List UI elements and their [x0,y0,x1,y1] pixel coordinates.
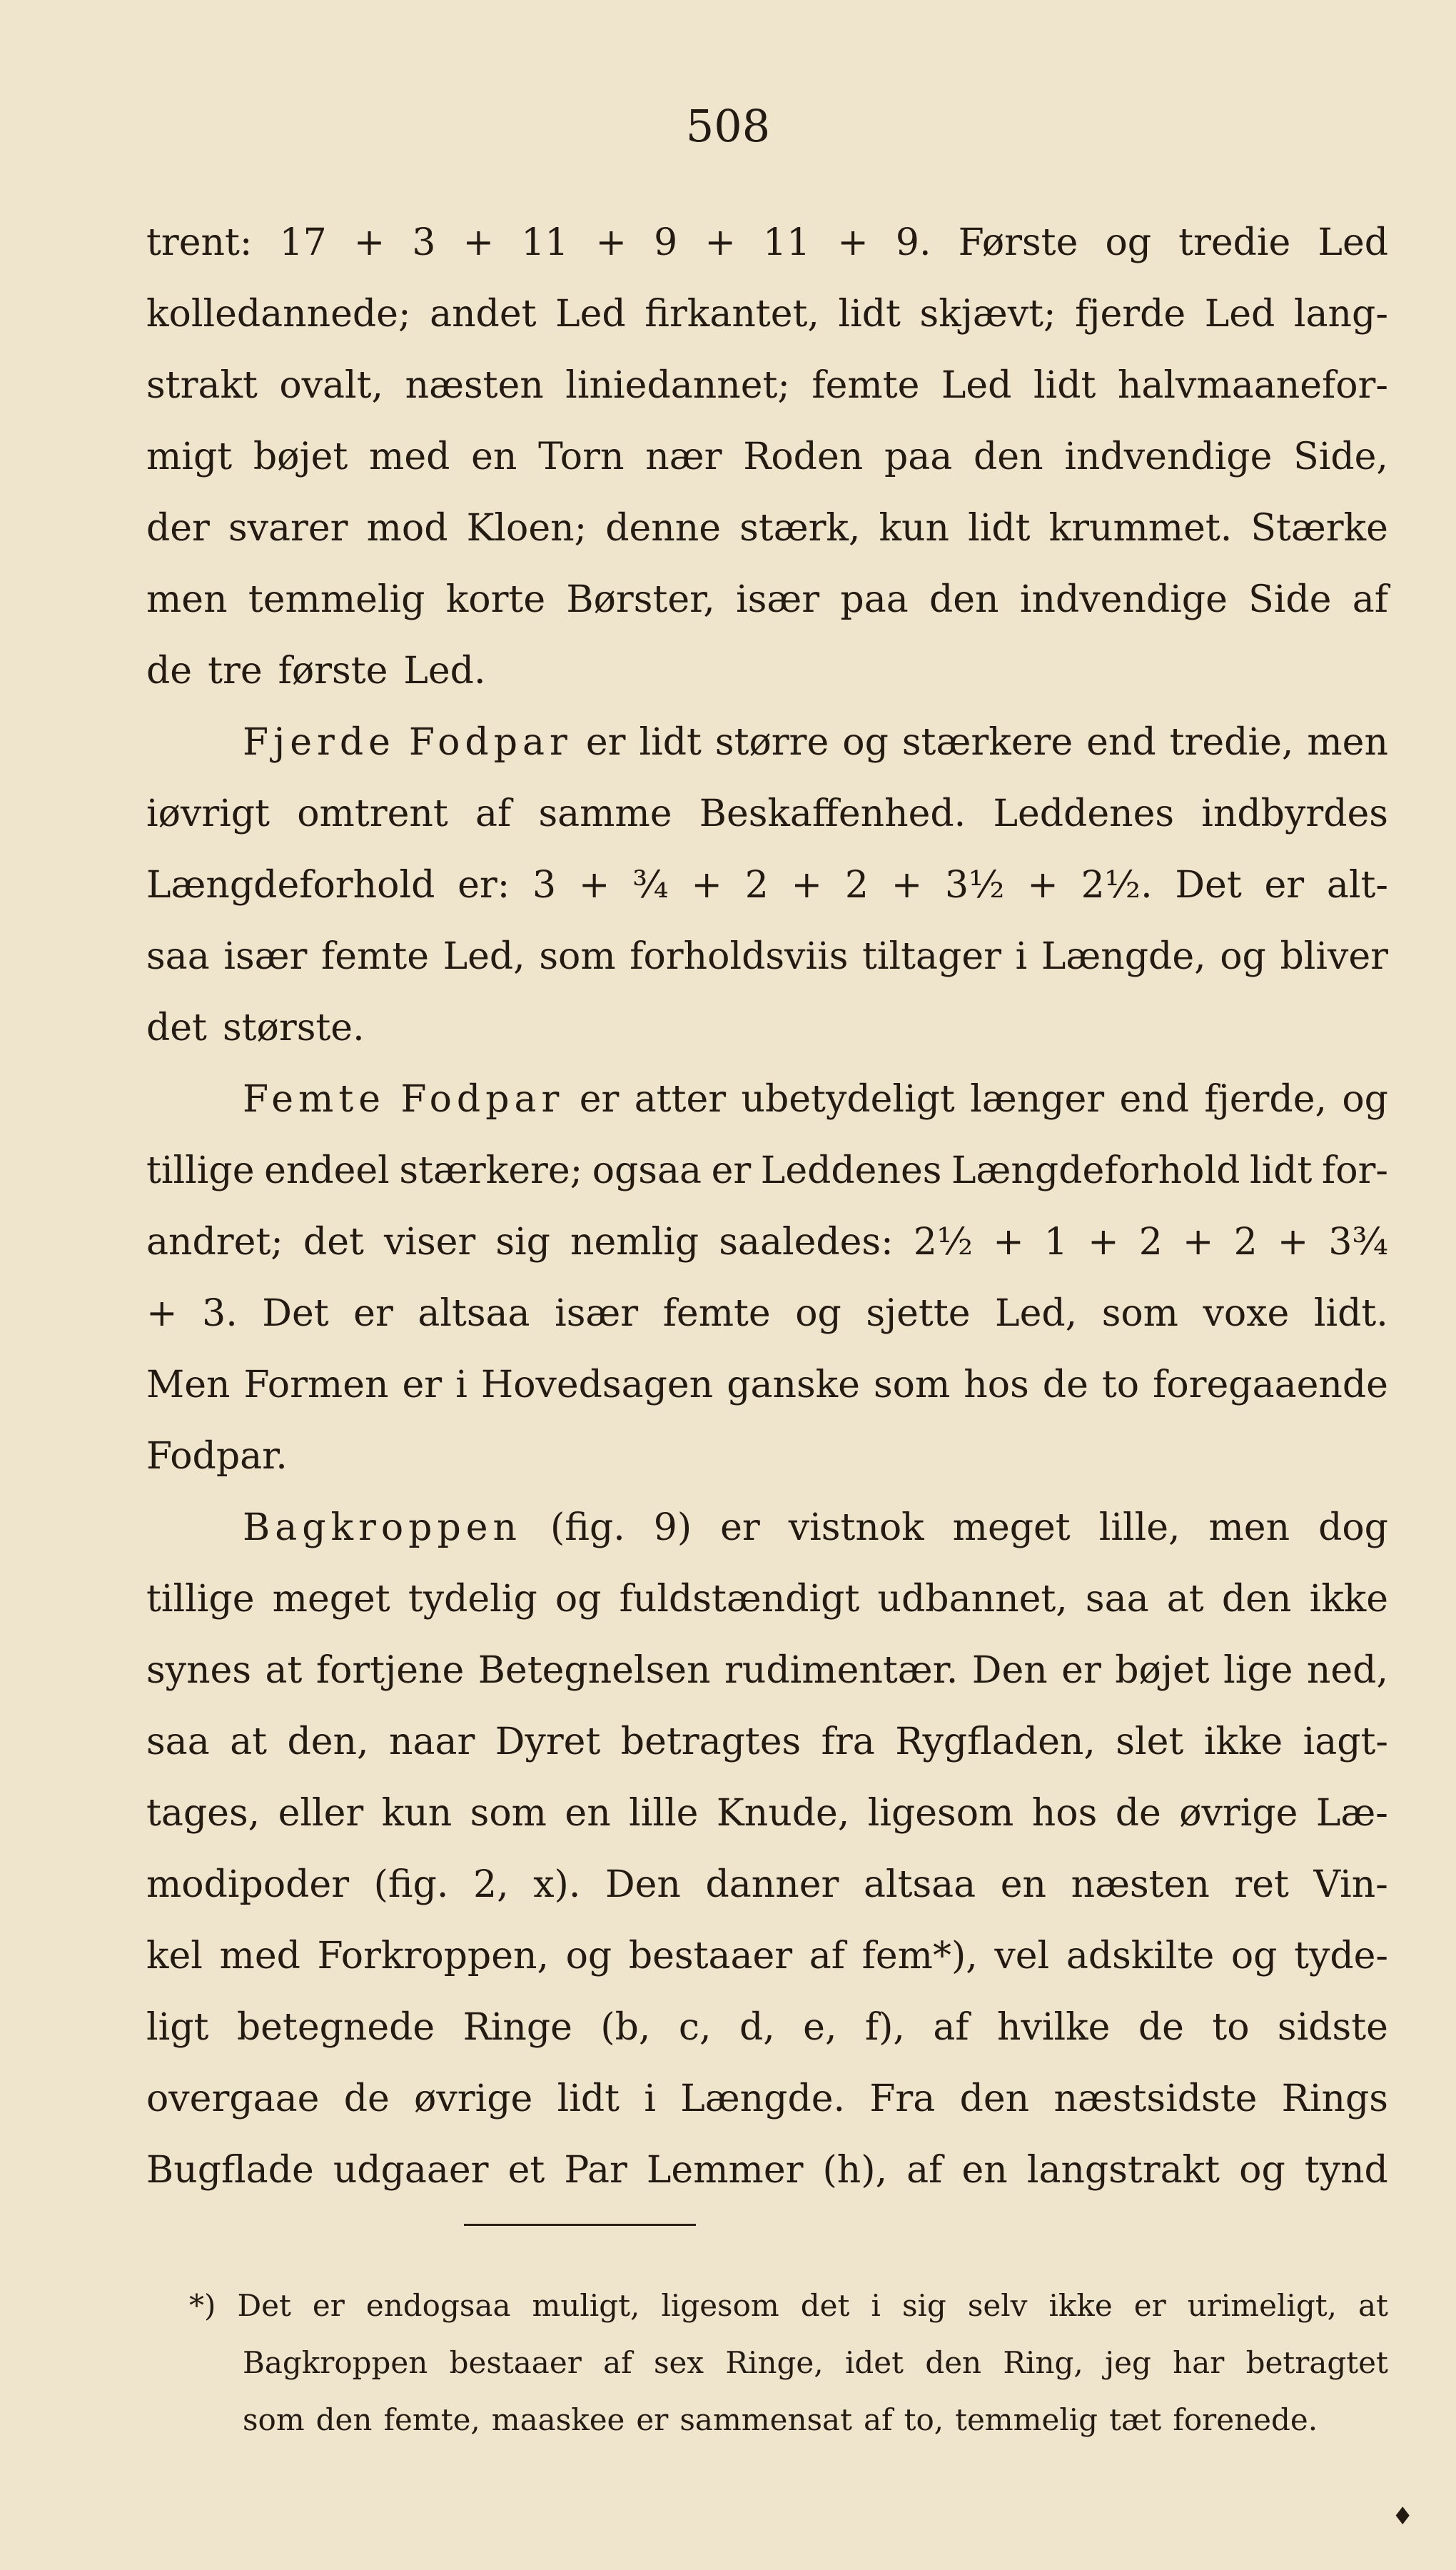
text-line: Men Formen er i Hovedsagen ganske som hos de to foregaaende [146,1364,1388,1406]
page-number: 508 [685,100,771,152]
text-line: trent: 17 + 3 + 11 + 9 + 11 + 9. Første og tredie Led [146,221,1388,264]
text-line: kel med Forkroppen, og bestaaer af fem*), vel adskilte og tyde- [146,1935,1388,1977]
text-line: Bagkroppen (fig. 9) er vistnok meget lille, men dog [243,1506,1388,1549]
text-line: tages, eller kun som en lille Knude, ligesom hos de øvrige Læ- [146,1792,1388,1835]
corner-mark-icon: ♦ [1392,2502,1414,2531]
footnote [189,2277,1388,2449]
text-line: synes at fortjene Betegnelsen rudimentær. Den er bøjet lige ned, [146,1649,1388,1692]
text-line: Femte Fodpar er atter ubetydeligt længer end fjerde, og [243,1078,1388,1121]
footnote-line: *) Det er endogsaa muligt, ligesom det i sig selv ikke er urimeligt, at [189,2288,1388,2323]
text-line: men temmelig korte Børster, især paa den indvendige Side af [146,578,1388,621]
text-line: andret; det viser sig nemlig saaledes: 2½ + 1 + 2 + 2 + 3¾ [146,1221,1388,1264]
text-line: migt bøjet med en Torn nær Roden paa den indvendige Side, [146,435,1388,478]
text-line: modipoder (fig. 2, x). Den danner altsaa en næsten ret Vin- [146,1863,1388,1906]
text-line: tillige endeel stærkere; ogsaa er Leddenes Længdeforhold lidt for- [146,1149,1388,1192]
text-line: der svarer mod Kloen; denne stærk, kun lidt krummet. Stærke [146,507,1388,550]
text-line: de tre første Led. [146,650,486,692]
text-line: Længdeforhold er: 3 + ¾ + 2 + 2 + 3½ + 2½. Det er alt- [146,864,1388,907]
body-text [146,207,1388,2206]
text-line: Bugflade udgaaer et Par Lemmer (h), af en langstrakt og tynd [146,2149,1388,2192]
text-line: saa især femte Led, som forholdsviis tiltager i Længde, og bliver [146,935,1388,978]
text-line: + 3. Det er altsaa især femte og sjette Led, som voxe lidt. [146,1292,1388,1335]
text-line: overgaae de øvrige lidt i Længde. Fra den næstsidste Rings [146,2077,1388,2120]
footnote-line: Bagkroppen bestaaer af sex Ringe, idet den Ring, jeg har betragtet [243,2345,1388,2380]
text-line: Fjerde Fodpar er lidt større og stærkere end tredie, men [243,721,1388,764]
text-line: ligt betegnede Ringe (b, c, d, e, f), af hvilke de to sidste [146,2006,1388,2049]
text-line: strakt ovalt, næsten liniedannet; femte Led lidt halvmaanefor- [146,364,1388,407]
text-line: saa at den, naar Dyret betragtes fra Rygfladen, slet ikke iagt- [146,1720,1388,1763]
text-line: tillige meget tydelig og fuldstændigt udbannet, saa at den ikke [146,1578,1388,1621]
text-line: kolledannede; andet Led firkantet, lidt skjævt; fjerde Led lang- [146,293,1388,336]
text-line: Fodpar. [146,1435,288,1478]
footnote-divider [464,2224,696,2226]
footnote-line: som den femte, maaskee er sammensat af to, temmelig tæt forenede. [243,2402,1318,2437]
text-line: iøvrigt omtrent af samme Beskaffenhed. Leddenes indbyrdes [146,792,1388,835]
text-line: det største. [146,1007,365,1049]
